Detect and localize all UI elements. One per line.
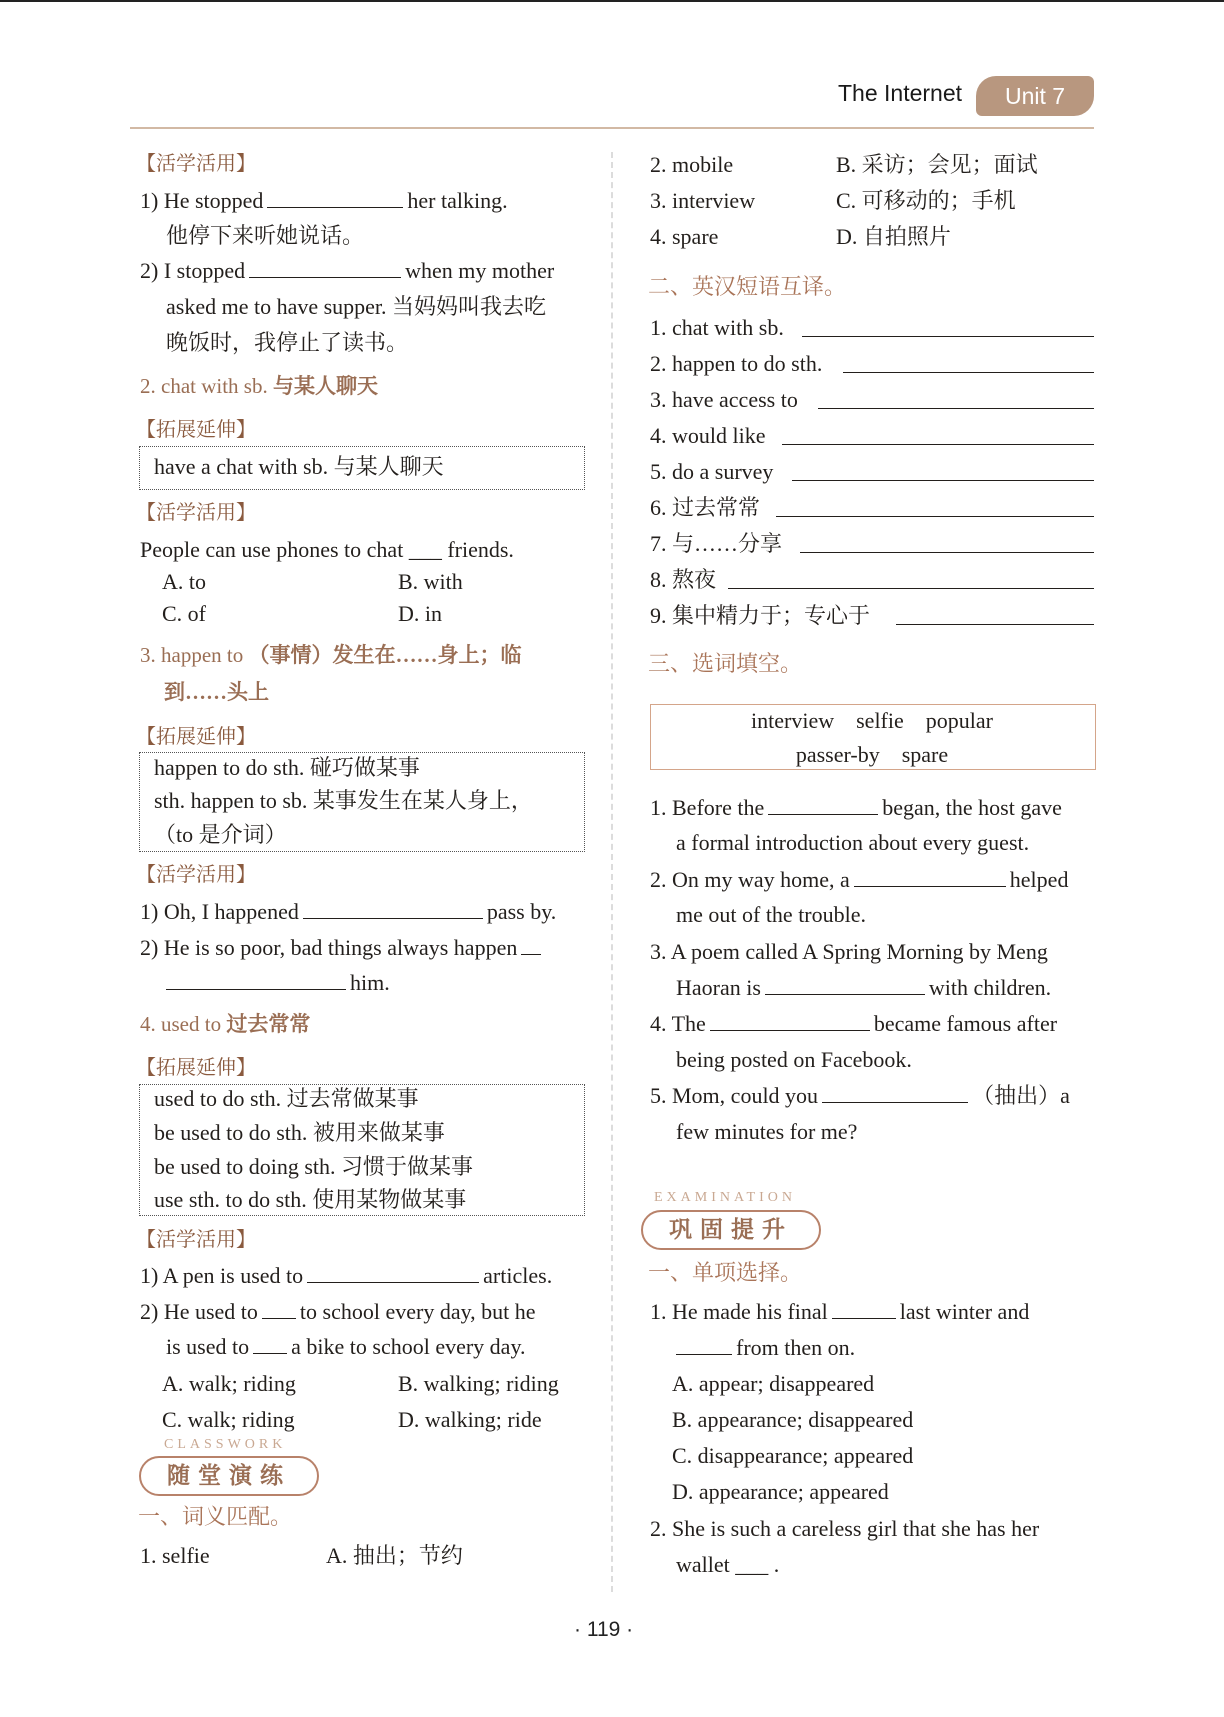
classwork-badge: 随堂演练 <box>139 1456 319 1496</box>
running-header-title: The Internet <box>838 80 963 106</box>
section-tag-extend: 【拓展延伸】 <box>136 724 256 748</box>
exercise-line: a formal introduction about every guest. <box>676 830 1030 855</box>
match-item: 2. mobile <box>650 152 734 177</box>
answer-blank[interactable] <box>267 187 403 208</box>
phrase-item: 3. have access to <box>650 387 798 412</box>
answer-line[interactable] <box>800 552 1094 553</box>
exercise-line: from then on. <box>676 1333 855 1363</box>
header-rule <box>130 127 1094 129</box>
option-b[interactable]: B. appearance; disappeared <box>672 1407 914 1432</box>
exercise-line: 3. A poem called A Spring Morning by Meng <box>650 939 1048 964</box>
phrase-item: 5. do a survey <box>650 459 774 484</box>
phrase-item: 9. 集中精力于；专心于 <box>650 603 871 628</box>
phrase-item: 6. 过去常常 <box>650 495 761 520</box>
option-a[interactable]: A. appear; disappeared <box>672 1371 875 1396</box>
exercise-line: 1) Oh, I happened pass by. <box>140 899 557 924</box>
exercise-line: asked me to have supper. 当妈妈叫我去吃 <box>166 294 547 319</box>
answer-line[interactable] <box>776 516 1094 517</box>
answer-line[interactable] <box>782 444 1094 445</box>
extension-line: be used to do sth. 被用来做某事 <box>154 1120 445 1145</box>
exercise-line: 1) He stopped her talking. <box>140 188 508 213</box>
section-heading: 一、单项选择。 <box>648 1261 803 1286</box>
exercise-line: few minutes for me? <box>676 1119 858 1144</box>
answer-blank[interactable] <box>253 1333 287 1354</box>
section-heading: 二、英汉短语互译。 <box>648 275 847 300</box>
vocab-heading: 2. chat with sb. 与某人聊天 <box>140 374 378 398</box>
examination-badge: 巩固提升 <box>641 1210 821 1250</box>
exercise-line: 2. She is such a careless girl that she has her <box>650 1516 1040 1541</box>
answer-blank[interactable] <box>303 898 483 919</box>
answer-blank[interactable] <box>832 1298 896 1319</box>
page-number: · 119 · <box>574 1618 634 1641</box>
answer-blank[interactable] <box>765 974 925 995</box>
option-d[interactable]: D. in <box>398 601 442 626</box>
match-option: D. 自拍照片 <box>836 224 951 249</box>
section-tag-practice: 【活学活用】 <box>136 1227 256 1251</box>
exercise-line: 5. Mom, could you （抽出）a <box>650 1083 1070 1108</box>
question-stem: People can use phones to chat ___ friends. <box>140 537 514 562</box>
answer-blank[interactable] <box>166 969 346 990</box>
exercise-line: is used to a bike to school every day. <box>166 1334 526 1359</box>
section-tag-practice: 【活学活用】 <box>136 500 256 524</box>
classwork-badge-label: CLASSWORK <box>164 1437 287 1452</box>
exercise-line: Haoran is with children. <box>676 975 1052 1000</box>
section-tag-practice: 【活学活用】 <box>136 151 256 175</box>
exercise-line: 他停下来听她说话。 <box>166 223 365 248</box>
match-item: 4. spare <box>650 224 719 249</box>
answer-blank[interactable] <box>710 1010 870 1031</box>
exercise-line: 晚饭时，我停止了读书。 <box>166 330 409 355</box>
section-tag-extend: 【拓展延伸】 <box>136 1055 256 1079</box>
extension-line: （to 是介词） <box>154 822 287 847</box>
answer-blank[interactable] <box>307 1262 479 1283</box>
phrase-item: 8. 熬夜 <box>650 567 717 592</box>
extension-line: use sth. to do sth. 使用某物做某事 <box>154 1187 467 1212</box>
vocab-heading: 3. happen to （事情）发生在……身上；临 <box>140 643 522 667</box>
exercise-line: him. <box>166 968 390 998</box>
answer-blank[interactable] <box>262 1298 296 1319</box>
exercise-line: 4. The became famous after <box>650 1011 1058 1036</box>
exercise-line: 1) A pen is used to articles. <box>140 1263 553 1288</box>
answer-line[interactable] <box>728 588 1094 589</box>
option-a[interactable]: A. to <box>162 569 206 594</box>
exercise-line: 2) I stopped when my mother <box>140 258 555 283</box>
option-b[interactable]: B. with <box>398 569 463 594</box>
answer-line[interactable] <box>818 408 1094 409</box>
section-heading: 三、选词填空。 <box>648 652 803 677</box>
extension-line: have a chat with sb. 与某人聊天 <box>154 454 444 479</box>
exercise-line: 2. On my way home, a helped <box>650 867 1069 892</box>
option-c[interactable]: C. walk; riding <box>162 1407 295 1432</box>
match-item: 3. interview <box>650 188 756 213</box>
match-option: C. 可移动的；手机 <box>836 188 1016 213</box>
match-option: A. 抽出；节约 <box>326 1543 463 1568</box>
examination-badge-label: EXAMINATION <box>654 1190 796 1205</box>
exercise-line: 2) He used to to school every day, but he <box>140 1299 536 1324</box>
option-a[interactable]: A. walk; riding <box>162 1371 296 1396</box>
exercise-line: 2) He is so poor, bad things always happen <box>140 933 545 963</box>
section-tag-practice: 【活学活用】 <box>136 862 256 886</box>
answer-line[interactable] <box>843 372 1094 373</box>
match-option: B. 采访；会见；面试 <box>836 152 1038 177</box>
answer-line[interactable] <box>896 624 1094 625</box>
answer-line[interactable] <box>802 336 1094 337</box>
option-c[interactable]: C. disappearance; appeared <box>672 1443 914 1468</box>
vocab-heading: 4. used to 过去常常 <box>140 1012 311 1036</box>
phrase-item: 2. happen to do sth. <box>650 351 823 376</box>
exercise-line: wallet ___ . <box>676 1552 780 1577</box>
exercise-line: 1. Before the began, the host gave <box>650 795 1062 820</box>
match-item: 1. selfie <box>140 1543 210 1568</box>
extension-line: used to do sth. 过去常做某事 <box>154 1086 419 1111</box>
extension-line: sth. happen to sb. 某事发生在某人身上， <box>154 788 533 813</box>
answer-blank[interactable] <box>854 866 1006 887</box>
option-c[interactable]: C. of <box>162 601 206 626</box>
option-d[interactable]: D. walking; ride <box>398 1407 542 1432</box>
phrase-item: 7. 与……分享 <box>650 531 783 556</box>
exercise-line: me out of the trouble. <box>676 902 867 927</box>
section-tag-extend: 【拓展延伸】 <box>136 417 256 441</box>
word-bank-line: interview selfie popular <box>751 708 993 733</box>
answer-blank[interactable] <box>768 794 878 815</box>
answer-blank[interactable] <box>249 257 401 278</box>
phrase-item: 4. would like <box>650 423 766 448</box>
unit-badge: Unit 7 <box>976 76 1094 116</box>
column-divider <box>611 152 613 1592</box>
exercise-line: being posted on Facebook. <box>676 1047 912 1072</box>
answer-blank[interactable] <box>521 934 541 955</box>
top-border <box>0 0 1224 2</box>
answer-blank[interactable] <box>822 1082 968 1103</box>
option-b[interactable]: B. walking; riding <box>398 1371 559 1396</box>
section-heading: 一、词义匹配。 <box>138 1505 293 1530</box>
answer-line[interactable] <box>792 480 1094 481</box>
option-d[interactable]: D. appearance; appeared <box>672 1479 889 1504</box>
extension-line: happen to do sth. 碰巧做某事 <box>154 755 420 780</box>
answer-blank[interactable] <box>676 1334 732 1355</box>
vocab-heading-cont: 到……头上 <box>164 680 269 704</box>
phrase-item: 1. chat with sb. <box>650 315 784 340</box>
exercise-line: 1. He made his final last winter and <box>650 1299 1030 1324</box>
word-bank-line: passer-by spare <box>795 742 949 767</box>
extension-line: be used to doing sth. 习惯于做某事 <box>154 1154 473 1179</box>
